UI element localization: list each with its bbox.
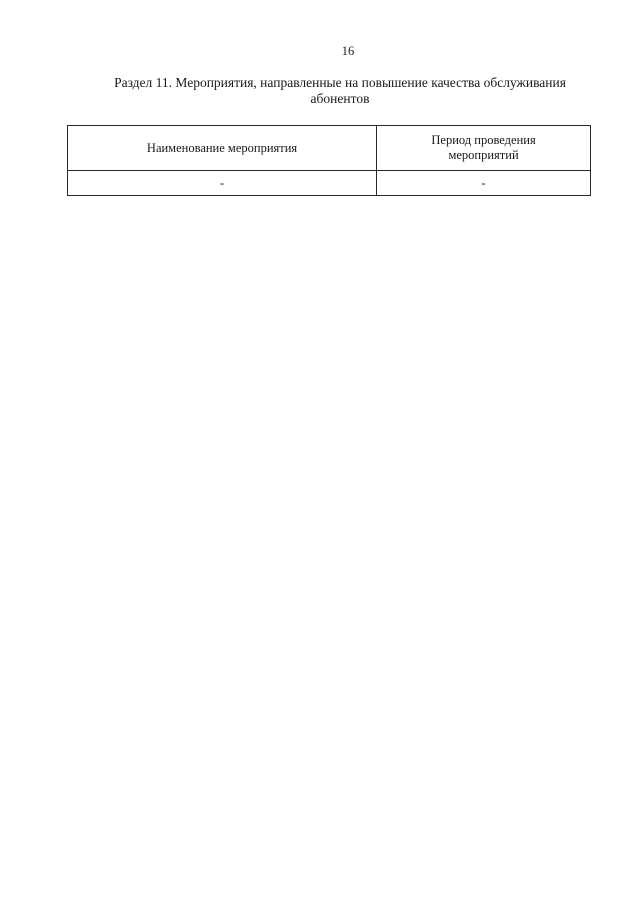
measures-table	[67, 125, 591, 196]
cell-measure-name: -	[68, 171, 377, 196]
table-header-row	[68, 126, 591, 171]
header-period-line-1: Период проведения	[431, 133, 536, 147]
section-title	[80, 75, 600, 107]
table-row	[68, 171, 591, 196]
page-number: 16	[341, 44, 355, 58]
table-body	[68, 171, 591, 196]
header-measure-period	[377, 126, 591, 171]
measures-table-wrapper	[67, 125, 591, 196]
header-measure-name: Наименование мероприятия	[68, 126, 377, 171]
table-header	[68, 126, 591, 171]
section-title-line-1: Раздел 11. Мероприятия, направленные на повышение качества обслуживания	[114, 75, 566, 90]
section-title-line-2: абонентов	[310, 91, 370, 106]
cell-measure-period: -	[377, 171, 591, 196]
header-period-line-2: мероприятий	[448, 148, 519, 162]
